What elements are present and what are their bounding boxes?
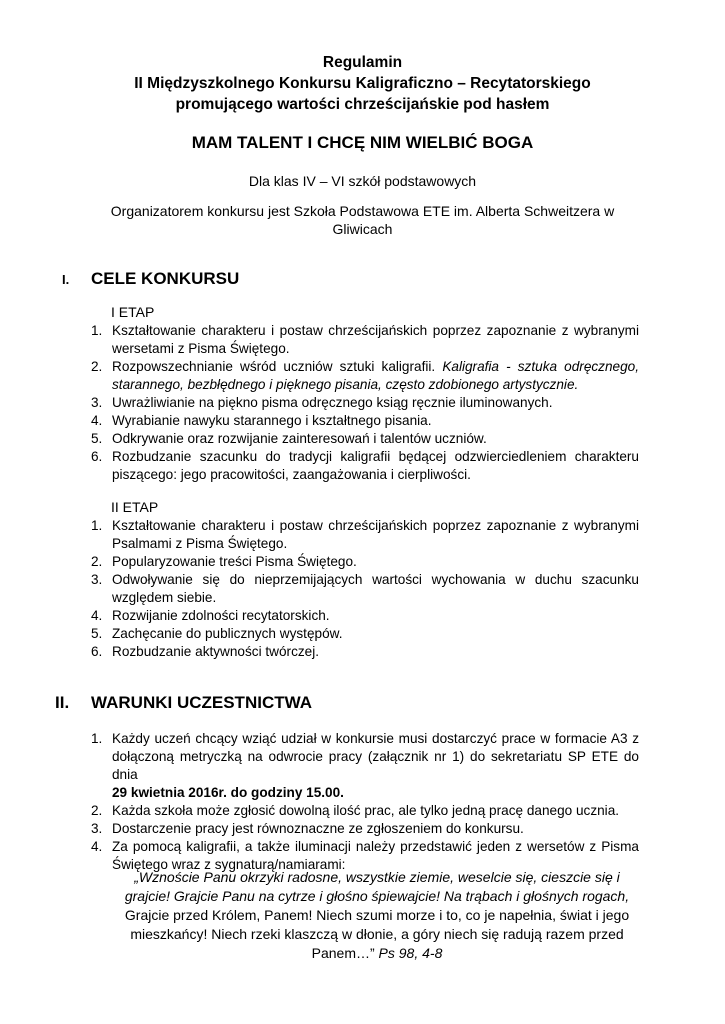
item-text: Rozbudzanie szacunku do tradycji kaligrafii będącej odzwierciedleniem charakteru piszącego: jego pracowitości, zaangażowania i cierpliwości. xyxy=(112,449,639,482)
list-item xyxy=(91,412,639,430)
organizer-text xyxy=(60,202,665,238)
item-number: 5. xyxy=(91,626,103,641)
item-definition: Kaligrafia - sztuka odręcznego, starannego, bezbłędnego i pięknego pisania, często zdobionego artystycznie. xyxy=(112,359,639,392)
item-text: Odwoływanie się do nieprzemijających wartości wychowania w duchu szacunku względem siebie. xyxy=(112,572,639,605)
item-text: Uwrażliwianie na piękno pisma odręcznego ksiąg ręcznie iluminowanych. xyxy=(112,395,553,410)
list-item xyxy=(91,625,639,643)
psalm-reference: Ps 98, 4-8 xyxy=(378,945,443,961)
item-text: Zachęcanie do publicznych występów. xyxy=(112,626,343,641)
item-text: Rozwijanie zdolności recytatorskich. xyxy=(112,608,330,623)
list-item xyxy=(91,448,639,484)
item-number: 6. xyxy=(91,449,103,464)
item-number: 2. xyxy=(91,803,103,818)
etap1-label: I ETAP xyxy=(111,304,155,320)
item-text: Odkrywanie oraz rozwijanie zainteresowań i talentów uczniów. xyxy=(112,431,487,446)
item-number: 3. xyxy=(91,821,103,836)
item-number: 3. xyxy=(91,572,103,587)
list-item xyxy=(91,322,639,358)
item-text: Rozpowszechnianie wśród uczniów sztuki kaligrafii. xyxy=(112,359,436,374)
item-number: 1. xyxy=(91,323,103,338)
list-item xyxy=(91,607,639,625)
deadline-text: 29 kwietnia 2016r. do godziny 15.00. xyxy=(112,785,344,800)
item-number: 3. xyxy=(91,395,103,410)
list-item xyxy=(91,430,639,448)
list-item xyxy=(91,394,639,412)
list-item xyxy=(91,643,639,661)
item-text: Za pomocą kaligrafii, a także iluminacji należy przedstawić jeden z wersetów z Pisma Świętego wraz z sygnaturą/namiarami: xyxy=(112,839,639,872)
etap2-list xyxy=(91,517,639,661)
item-number: 1. xyxy=(91,731,103,746)
audience-line: Dla klas IV – VI szkół podstawowych xyxy=(248,173,477,189)
item-text: Kształtowanie charakteru i postaw chrześcijańskich poprzez zapoznanie z wybranymi wersetami z Pisma Świętego. xyxy=(112,323,639,356)
etap2-label: II ETAP xyxy=(111,499,159,515)
item-number: 2. xyxy=(91,554,103,569)
section2-title: WARUNKI UCZESTNICTWA xyxy=(91,693,312,712)
item-text: Kształtowanie charakteru i postaw chrześcijańskich poprzez zapoznanie z wybranymi Psalmami z Pisma Świętego. xyxy=(112,518,639,551)
etap1-list xyxy=(91,322,639,484)
item-number: 5. xyxy=(91,431,103,446)
doc-heading-line2: II Międzyszkolnego Konkursu Kaligraficzno – Recytatorskiego xyxy=(134,75,591,92)
list-item xyxy=(91,358,639,394)
list-item xyxy=(91,730,639,802)
item-number: 1. xyxy=(91,518,103,533)
doc-heading xyxy=(60,52,665,115)
psalm-quote-italic: „Wznoście Panu okrzyki radosne, wszystkie ziemie, weselcie się, cieszcie się i grajcie! Grajcie Panu na cytrze i głośno śpiewajcie! Na trąbach i głośnych rogach, xyxy=(124,869,630,904)
item-text: Każdy uczeń chcący wziąć udział w konkursie musi dostarczyć prace w formacie A3 z dołączoną metryczką na odwrocie pracy (załącznik nr 1) do sekretariatu SP ETE do dnia xyxy=(112,731,639,782)
item-text: Wyrabianie nawyku starannego i kształtnego pisania. xyxy=(112,413,432,428)
section1-number: I. xyxy=(62,272,70,287)
item-text: Rozbudzanie aktywności twórczej. xyxy=(112,644,320,659)
psalm-quote xyxy=(112,868,642,963)
section2-number: II. xyxy=(55,693,70,712)
item-number: 6. xyxy=(91,644,103,659)
item-text: Popularyzowanie treści Pisma Świętego. xyxy=(112,554,357,569)
item-number: 4. xyxy=(91,413,103,428)
organizer-line1: Organizatorem konkursu jest Szkoła Podstawowa ETE im. Alberta Schweitzera w xyxy=(110,203,615,219)
list-item xyxy=(91,571,639,607)
list-item xyxy=(91,553,639,571)
item-text: Dostarczenie pracy jest równoznaczne ze zgłoszeniem do konkursu. xyxy=(112,821,524,836)
conditions-list xyxy=(91,730,639,874)
item-number: 4. xyxy=(91,608,103,623)
section1-title: CELE KONKURSU xyxy=(91,269,240,288)
doc-heading-line1: Regulamin xyxy=(322,54,403,71)
item-number: 4. xyxy=(91,839,103,854)
psalm-quote-text: Grajcie przed Królem, Panem! Niech szumi morze i to, co je napełnia, świat i jego mieszkańcy! Niech rzeki klaszczą w dłonie, a góry niech się radują razem przed Panem…” xyxy=(124,907,630,961)
list-item xyxy=(91,517,639,553)
organizer-line2: Gliwicach xyxy=(332,221,393,237)
contest-motto: MAM TALENT I CHCĘ NIM WIELBIĆ BOGA xyxy=(191,133,534,152)
doc-heading-line3: promującego wartości chrześcijańskie pod hasłem xyxy=(175,96,550,113)
list-item xyxy=(91,820,639,838)
item-text: Każda szkoła może zgłosić dowolną ilość prac, ale tylko jedną pracę danego ucznia. xyxy=(112,803,620,818)
list-item xyxy=(91,802,639,820)
item-number: 2. xyxy=(91,359,103,374)
